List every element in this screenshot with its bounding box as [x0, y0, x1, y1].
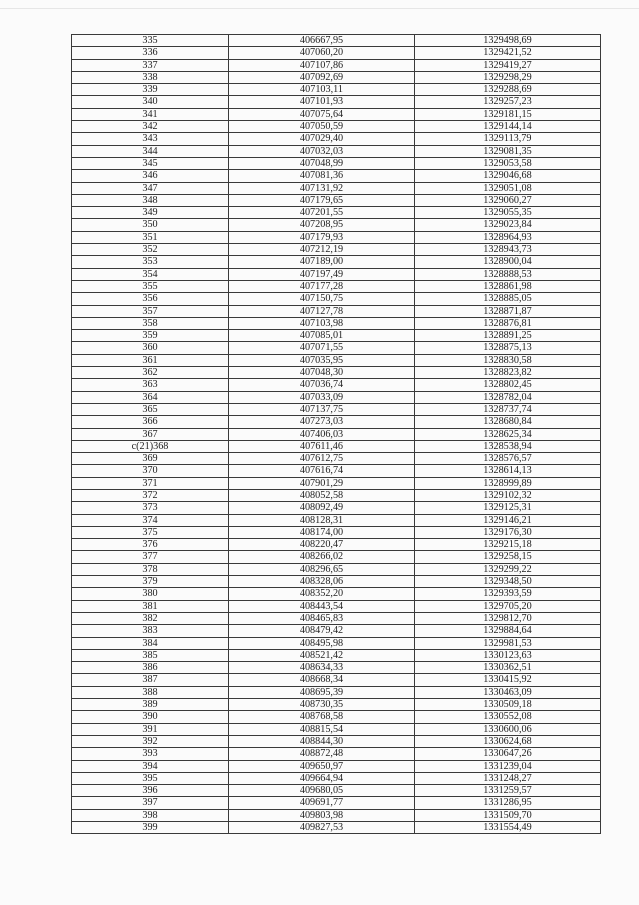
- x-coordinate-cell: 407032,03: [229, 145, 415, 157]
- point-number-cell: 360: [72, 342, 229, 354]
- point-number-cell: 393: [72, 748, 229, 760]
- table-row: [72, 96, 601, 108]
- y-coordinate-cell: 1329023,84: [415, 219, 601, 231]
- x-coordinate-cell: 407075,64: [229, 108, 415, 120]
- y-coordinate-cell: 1328871,87: [415, 305, 601, 317]
- y-coordinate-cell: 1328538,94: [415, 440, 601, 452]
- x-coordinate-cell: 407201,55: [229, 207, 415, 219]
- table-row: [72, 367, 601, 379]
- y-coordinate-cell: 1330123,63: [415, 649, 601, 661]
- y-coordinate-cell: 1329299,22: [415, 563, 601, 575]
- y-coordinate-cell: 1328875,13: [415, 342, 601, 354]
- point-number-cell: 364: [72, 391, 229, 403]
- table-row: [72, 317, 601, 329]
- table-row: [72, 330, 601, 342]
- point-number-cell: 397: [72, 797, 229, 809]
- y-coordinate-cell: 1329421,52: [415, 47, 601, 59]
- table-row: [72, 108, 601, 120]
- table-row: [72, 539, 601, 551]
- x-coordinate-cell: 407137,75: [229, 403, 415, 415]
- table-row: [72, 305, 601, 317]
- y-coordinate-cell: 1329705,20: [415, 600, 601, 612]
- table-row: [72, 194, 601, 206]
- table-row: [72, 489, 601, 501]
- x-coordinate-cell: 407035,95: [229, 354, 415, 366]
- table-row: [72, 822, 601, 834]
- point-number-cell: 377: [72, 551, 229, 563]
- y-coordinate-cell: 1329288,69: [415, 84, 601, 96]
- y-coordinate-cell: 1328891,25: [415, 330, 601, 342]
- table-row: [72, 231, 601, 243]
- y-coordinate-cell: 1328876,81: [415, 317, 601, 329]
- x-coordinate-cell: 409680,05: [229, 785, 415, 797]
- y-coordinate-cell: 1329257,23: [415, 96, 601, 108]
- y-coordinate-cell: 1329298,29: [415, 71, 601, 83]
- y-coordinate-cell: 1329144,14: [415, 121, 601, 133]
- y-coordinate-cell: 1329348,50: [415, 576, 601, 588]
- coordinates-table-body: [72, 35, 601, 834]
- x-coordinate-cell: 409803,98: [229, 809, 415, 821]
- point-number-cell: 344: [72, 145, 229, 157]
- point-number-cell: 361: [72, 354, 229, 366]
- point-number-cell: 363: [72, 379, 229, 391]
- point-number-cell: c(21)368: [72, 440, 229, 452]
- y-coordinate-cell: 1328943,73: [415, 244, 601, 256]
- table-row: [72, 748, 601, 760]
- y-coordinate-cell: 1329060,27: [415, 194, 601, 206]
- y-coordinate-cell: 1329051,08: [415, 182, 601, 194]
- x-coordinate-cell: 408128,31: [229, 514, 415, 526]
- table-row: [72, 121, 601, 133]
- table-row: [72, 403, 601, 415]
- x-coordinate-cell: 407036,74: [229, 379, 415, 391]
- point-number-cell: 399: [72, 822, 229, 834]
- x-coordinate-cell: 407029,40: [229, 133, 415, 145]
- y-coordinate-cell: 1330463,09: [415, 686, 601, 698]
- y-coordinate-cell: 1328576,57: [415, 453, 601, 465]
- y-coordinate-cell: 1330362,51: [415, 662, 601, 674]
- y-coordinate-cell: 1328737,74: [415, 403, 601, 415]
- x-coordinate-cell: 408695,39: [229, 686, 415, 698]
- point-number-cell: 384: [72, 637, 229, 649]
- table-row: [72, 637, 601, 649]
- y-coordinate-cell: 1329498,69: [415, 35, 601, 47]
- point-number-cell: 349: [72, 207, 229, 219]
- table-row: [72, 170, 601, 182]
- point-number-cell: 357: [72, 305, 229, 317]
- point-number-cell: 352: [72, 244, 229, 256]
- y-coordinate-cell: 1329176,30: [415, 526, 601, 538]
- table-row: [72, 760, 601, 772]
- x-coordinate-cell: 409691,77: [229, 797, 415, 809]
- point-number-cell: 346: [72, 170, 229, 182]
- x-coordinate-cell: 407060,20: [229, 47, 415, 59]
- point-number-cell: 362: [72, 367, 229, 379]
- x-coordinate-cell: 407208,95: [229, 219, 415, 231]
- point-number-cell: 354: [72, 268, 229, 280]
- x-coordinate-cell: 407901,29: [229, 477, 415, 489]
- x-coordinate-cell: 409650,97: [229, 760, 415, 772]
- x-coordinate-cell: 407150,75: [229, 293, 415, 305]
- x-coordinate-cell: 408768,58: [229, 711, 415, 723]
- table-row: [72, 600, 601, 612]
- table-row: [72, 47, 601, 59]
- y-coordinate-cell: 1329102,32: [415, 489, 601, 501]
- table-row: [72, 293, 601, 305]
- point-number-cell: 392: [72, 735, 229, 747]
- table-row: [72, 428, 601, 440]
- table-row: [72, 207, 601, 219]
- x-coordinate-cell: 407101,93: [229, 96, 415, 108]
- y-coordinate-cell: 1330647,26: [415, 748, 601, 760]
- x-coordinate-cell: 408844,30: [229, 735, 415, 747]
- x-coordinate-cell: 407179,93: [229, 231, 415, 243]
- y-coordinate-cell: 1330600,06: [415, 723, 601, 735]
- y-coordinate-cell: 1330552,08: [415, 711, 601, 723]
- table-row: [72, 391, 601, 403]
- point-number-cell: 388: [72, 686, 229, 698]
- x-coordinate-cell: 408521,42: [229, 649, 415, 661]
- point-number-cell: 380: [72, 588, 229, 600]
- x-coordinate-cell: 407612,75: [229, 453, 415, 465]
- table-row: [72, 502, 601, 514]
- x-coordinate-cell: 408352,20: [229, 588, 415, 600]
- y-coordinate-cell: 1328888,53: [415, 268, 601, 280]
- x-coordinate-cell: 407197,49: [229, 268, 415, 280]
- x-coordinate-cell: 407127,78: [229, 305, 415, 317]
- y-coordinate-cell: 1331248,27: [415, 772, 601, 784]
- table-row: [72, 256, 601, 268]
- point-number-cell: 370: [72, 465, 229, 477]
- point-number-cell: 383: [72, 625, 229, 637]
- table-row: [72, 59, 601, 71]
- table-row: [72, 612, 601, 624]
- y-coordinate-cell: 1330509,18: [415, 699, 601, 711]
- table-row: [72, 588, 601, 600]
- table-row: [72, 440, 601, 452]
- x-coordinate-cell: 408296,65: [229, 563, 415, 575]
- point-number-cell: 356: [72, 293, 229, 305]
- table-row: [72, 453, 601, 465]
- point-number-cell: 335: [72, 35, 229, 47]
- table-row: [72, 219, 601, 231]
- point-number-cell: 386: [72, 662, 229, 674]
- point-number-cell: 379: [72, 576, 229, 588]
- x-coordinate-cell: 407189,00: [229, 256, 415, 268]
- point-number-cell: 378: [72, 563, 229, 575]
- point-number-cell: 340: [72, 96, 229, 108]
- y-coordinate-cell: 1329053,58: [415, 157, 601, 169]
- point-number-cell: 339: [72, 84, 229, 96]
- point-number-cell: 336: [72, 47, 229, 59]
- table-row: [72, 268, 601, 280]
- y-coordinate-cell: 1329146,21: [415, 514, 601, 526]
- table-row: [72, 342, 601, 354]
- x-coordinate-cell: 407081,36: [229, 170, 415, 182]
- x-coordinate-cell: 408052,58: [229, 489, 415, 501]
- point-number-cell: 390: [72, 711, 229, 723]
- x-coordinate-cell: 407406,03: [229, 428, 415, 440]
- x-coordinate-cell: 407177,28: [229, 280, 415, 292]
- table-row: [72, 699, 601, 711]
- x-coordinate-cell: 407616,74: [229, 465, 415, 477]
- table-row: [72, 157, 601, 169]
- table-row: [72, 244, 601, 256]
- y-coordinate-cell: 1328625,34: [415, 428, 601, 440]
- table-row: [72, 465, 601, 477]
- table-row: [72, 526, 601, 538]
- y-coordinate-cell: 1329055,35: [415, 207, 601, 219]
- table-row: [72, 182, 601, 194]
- y-coordinate-cell: 1331509,70: [415, 809, 601, 821]
- y-coordinate-cell: 1328802,45: [415, 379, 601, 391]
- table-row: [72, 477, 601, 489]
- y-coordinate-cell: 1328680,84: [415, 416, 601, 428]
- table-row: [72, 71, 601, 83]
- table-row: [72, 711, 601, 723]
- x-coordinate-cell: 407212,19: [229, 244, 415, 256]
- page-top-edge: [0, 8, 639, 9]
- x-coordinate-cell: 408730,35: [229, 699, 415, 711]
- point-number-cell: 366: [72, 416, 229, 428]
- point-number-cell: 337: [72, 59, 229, 71]
- point-number-cell: 369: [72, 453, 229, 465]
- y-coordinate-cell: 1328900,04: [415, 256, 601, 268]
- y-coordinate-cell: 1328830,58: [415, 354, 601, 366]
- x-coordinate-cell: 408092,49: [229, 502, 415, 514]
- table-row: [72, 514, 601, 526]
- point-number-cell: 373: [72, 502, 229, 514]
- y-coordinate-cell: 1328782,04: [415, 391, 601, 403]
- y-coordinate-cell: 1329812,70: [415, 612, 601, 624]
- point-number-cell: 376: [72, 539, 229, 551]
- y-coordinate-cell: 1328999,89: [415, 477, 601, 489]
- x-coordinate-cell: 408872,48: [229, 748, 415, 760]
- table-row: [72, 649, 601, 661]
- y-coordinate-cell: 1329113,79: [415, 133, 601, 145]
- y-coordinate-cell: 1328614,13: [415, 465, 601, 477]
- y-coordinate-cell: 1329981,53: [415, 637, 601, 649]
- y-coordinate-cell: 1328964,93: [415, 231, 601, 243]
- x-coordinate-cell: 407085,01: [229, 330, 415, 342]
- y-coordinate-cell: 1328823,82: [415, 367, 601, 379]
- point-number-cell: 350: [72, 219, 229, 231]
- y-coordinate-cell: 1329181,15: [415, 108, 601, 120]
- point-number-cell: 355: [72, 280, 229, 292]
- point-number-cell: 347: [72, 182, 229, 194]
- y-coordinate-cell: 1329215,18: [415, 539, 601, 551]
- x-coordinate-cell: 408815,54: [229, 723, 415, 735]
- y-coordinate-cell: 1331286,95: [415, 797, 601, 809]
- table-row: [72, 686, 601, 698]
- point-number-cell: 375: [72, 526, 229, 538]
- x-coordinate-cell: 407048,99: [229, 157, 415, 169]
- table-row: [72, 785, 601, 797]
- x-coordinate-cell: 407107,86: [229, 59, 415, 71]
- point-number-cell: 396: [72, 785, 229, 797]
- table-row: [72, 662, 601, 674]
- point-number-cell: 341: [72, 108, 229, 120]
- point-number-cell: 398: [72, 809, 229, 821]
- y-coordinate-cell: 1329419,27: [415, 59, 601, 71]
- table-row: [72, 354, 601, 366]
- x-coordinate-cell: 407179,65: [229, 194, 415, 206]
- y-coordinate-cell: 1331259,57: [415, 785, 601, 797]
- table-row: [72, 772, 601, 784]
- table-row: [72, 563, 601, 575]
- y-coordinate-cell: 1330415,92: [415, 674, 601, 686]
- x-coordinate-cell: 407071,55: [229, 342, 415, 354]
- point-number-cell: 372: [72, 489, 229, 501]
- point-number-cell: 342: [72, 121, 229, 133]
- x-coordinate-cell: 407273,03: [229, 416, 415, 428]
- x-coordinate-cell: 407050,59: [229, 121, 415, 133]
- table-row: [72, 625, 601, 637]
- y-coordinate-cell: 1328861,98: [415, 280, 601, 292]
- y-coordinate-cell: 1329393,59: [415, 588, 601, 600]
- table-row: [72, 809, 601, 821]
- table-row: [72, 35, 601, 47]
- point-number-cell: 359: [72, 330, 229, 342]
- y-coordinate-cell: 1329081,35: [415, 145, 601, 157]
- table-row: [72, 735, 601, 747]
- x-coordinate-cell: 407033,09: [229, 391, 415, 403]
- x-coordinate-cell: 409664,94: [229, 772, 415, 784]
- coordinates-table: [71, 34, 601, 834]
- x-coordinate-cell: 408266,02: [229, 551, 415, 563]
- table-row: [72, 576, 601, 588]
- point-number-cell: 385: [72, 649, 229, 661]
- point-number-cell: 348: [72, 194, 229, 206]
- point-number-cell: 358: [72, 317, 229, 329]
- y-coordinate-cell: 1329258,15: [415, 551, 601, 563]
- point-number-cell: 365: [72, 403, 229, 415]
- table-row: [72, 551, 601, 563]
- point-number-cell: 374: [72, 514, 229, 526]
- table-row: [72, 145, 601, 157]
- x-coordinate-cell: 407103,98: [229, 317, 415, 329]
- point-number-cell: 351: [72, 231, 229, 243]
- point-number-cell: 338: [72, 71, 229, 83]
- table-row: [72, 133, 601, 145]
- x-coordinate-cell: 407092,69: [229, 71, 415, 83]
- point-number-cell: 343: [72, 133, 229, 145]
- x-coordinate-cell: 408328,06: [229, 576, 415, 588]
- y-coordinate-cell: 1331554,49: [415, 822, 601, 834]
- y-coordinate-cell: 1329125,31: [415, 502, 601, 514]
- x-coordinate-cell: 408174,00: [229, 526, 415, 538]
- y-coordinate-cell: 1331239,04: [415, 760, 601, 772]
- point-number-cell: 371: [72, 477, 229, 489]
- x-coordinate-cell: 408443,54: [229, 600, 415, 612]
- table-row: [72, 280, 601, 292]
- x-coordinate-cell: 407103,11: [229, 84, 415, 96]
- x-coordinate-cell: 409827,53: [229, 822, 415, 834]
- x-coordinate-cell: 407611,46: [229, 440, 415, 452]
- x-coordinate-cell: 407048,30: [229, 367, 415, 379]
- point-number-cell: 391: [72, 723, 229, 735]
- y-coordinate-cell: 1330624,68: [415, 735, 601, 747]
- x-coordinate-cell: 408495,98: [229, 637, 415, 649]
- point-number-cell: 382: [72, 612, 229, 624]
- table-row: [72, 379, 601, 391]
- x-coordinate-cell: 408465,83: [229, 612, 415, 624]
- x-coordinate-cell: 407131,92: [229, 182, 415, 194]
- point-number-cell: 381: [72, 600, 229, 612]
- x-coordinate-cell: 408668,34: [229, 674, 415, 686]
- x-coordinate-cell: 408220,47: [229, 539, 415, 551]
- x-coordinate-cell: 406667,95: [229, 35, 415, 47]
- table-row: [72, 723, 601, 735]
- point-number-cell: 367: [72, 428, 229, 440]
- table-row: [72, 674, 601, 686]
- point-number-cell: 395: [72, 772, 229, 784]
- y-coordinate-cell: 1328885,05: [415, 293, 601, 305]
- table-row: [72, 84, 601, 96]
- y-coordinate-cell: 1329046,68: [415, 170, 601, 182]
- x-coordinate-cell: 408634,33: [229, 662, 415, 674]
- point-number-cell: 353: [72, 256, 229, 268]
- table-row: [72, 797, 601, 809]
- point-number-cell: 345: [72, 157, 229, 169]
- point-number-cell: 394: [72, 760, 229, 772]
- y-coordinate-cell: 1329884,64: [415, 625, 601, 637]
- point-number-cell: 387: [72, 674, 229, 686]
- x-coordinate-cell: 408479,42: [229, 625, 415, 637]
- point-number-cell: 389: [72, 699, 229, 711]
- table-row: [72, 416, 601, 428]
